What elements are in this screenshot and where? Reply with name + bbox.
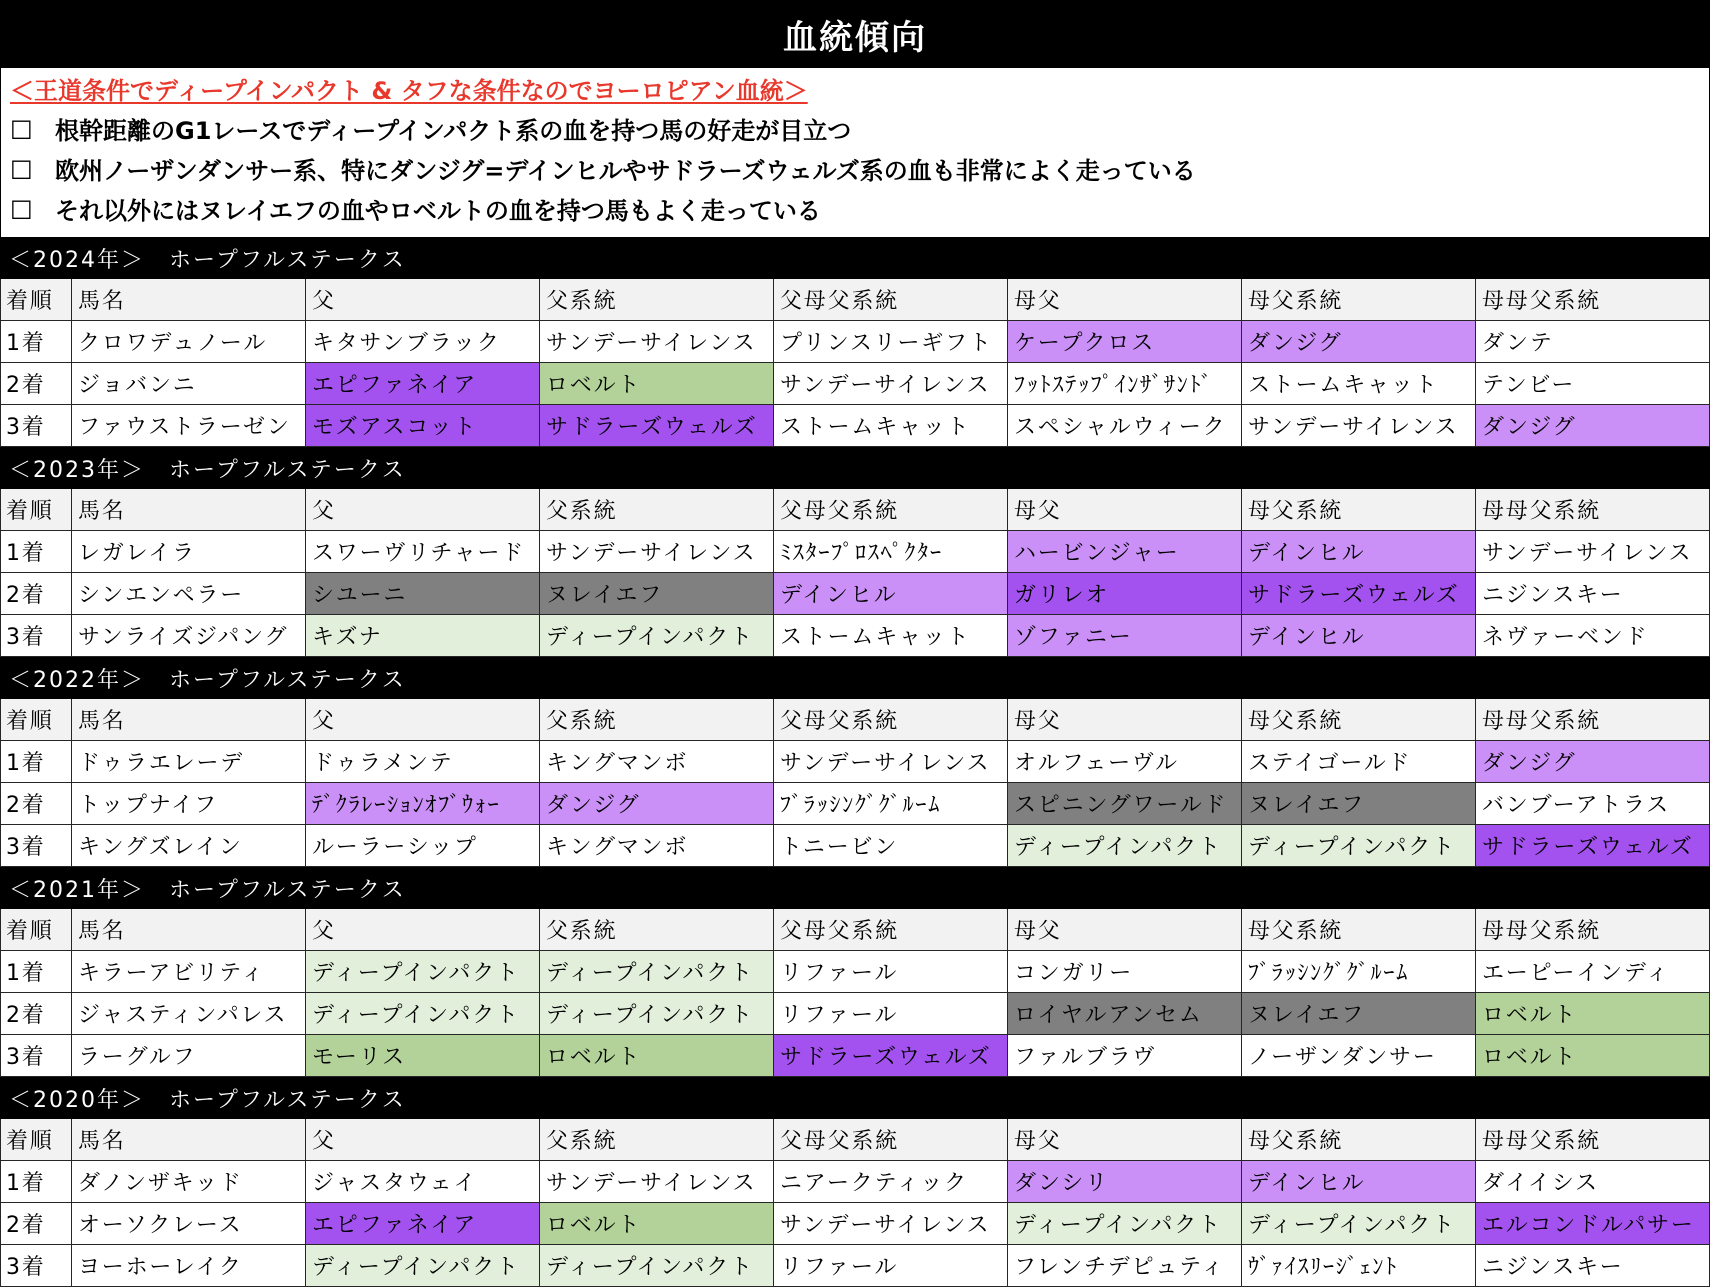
bullet-point — [1, 188, 1709, 228]
dam-sire-cell: ディープインパクト — [1008, 825, 1242, 867]
column-header-finish-position: 着順 — [0, 489, 72, 531]
finish-position-cell: 2着 — [0, 993, 72, 1035]
section-header: ＜2021年＞ ホープフルステークス — [0, 867, 1710, 909]
sire-dam-sire-line-cell: プリンスリーギフト — [774, 321, 1008, 363]
finish-position-cell: 3着 — [0, 825, 72, 867]
column-header-sire: 父 — [306, 1119, 540, 1161]
dam-sire-cell: ダンシリ — [1008, 1161, 1242, 1203]
bullet-point — [1, 108, 1709, 148]
sire-cell: エピファネイア — [306, 1203, 540, 1245]
sire-line-cell: サンデーサイレンス — [540, 1161, 774, 1203]
sire-dam-sire-line-cell: ストームキャット — [774, 615, 1008, 657]
horse-name-cell: ジョバンニ — [72, 363, 306, 405]
sire-line-cell: ロベルト — [540, 363, 774, 405]
sire-cell: ディープインパクト — [306, 1245, 540, 1287]
column-header-dam-sire-line: 母父系統 — [1242, 1119, 1476, 1161]
dam-sire-line-cell: ストームキャット — [1242, 363, 1476, 405]
dam-sire-line-cell: ダンジグ — [1242, 321, 1476, 363]
dam-sire-cell: ﾌｯﾄｽﾃｯﾌﾟｲﾝｻﾞｻﾝﾄﾞ — [1008, 363, 1242, 405]
header-row — [0, 909, 1710, 951]
sire-cell: ジャスタウェイ — [306, 1161, 540, 1203]
dam-sire-cell: オルフェーヴル — [1008, 741, 1242, 783]
horse-name-cell: ラーグルフ — [72, 1035, 306, 1077]
sire-dam-sire-line-cell: トニービン — [774, 825, 1008, 867]
square-bullet-icon: □ — [10, 114, 33, 142]
dam-dam-sire-line-cell: ロベルト — [1476, 1035, 1710, 1077]
column-header-finish-position: 着順 — [0, 279, 72, 321]
dam-sire-cell: ファルブラヴ — [1008, 1035, 1242, 1077]
column-header-sire-line: 父系統 — [540, 279, 774, 321]
column-header-sire-dam-sire-line: 父母父系統 — [774, 909, 1008, 951]
sire-line-cell: ディープインパクト — [540, 993, 774, 1035]
sire-dam-sire-line-cell: ストームキャット — [774, 405, 1008, 447]
headline-text: ＜王道条件でディープインパクト & タフな条件なのでヨーロピアン血統＞ — [10, 76, 808, 105]
table-row — [0, 531, 1710, 573]
square-bullet-icon: □ — [10, 154, 33, 182]
column-header-dam-sire-line: 母父系統 — [1242, 699, 1476, 741]
race-section — [0, 447, 1710, 657]
race-section — [0, 237, 1710, 447]
headline-banner — [1, 68, 1709, 108]
sire-cell: モーリス — [306, 1035, 540, 1077]
column-header-horse-name: 馬名 — [72, 1119, 306, 1161]
race-section — [0, 1077, 1710, 1287]
finish-position-cell: 1着 — [0, 1161, 72, 1203]
sire-line-cell: キングマンボ — [540, 741, 774, 783]
table-row — [0, 783, 1710, 825]
dam-sire-line-cell: ｳﾞｧｲｽﾘｰｼﾞｪﾝﾄ — [1242, 1245, 1476, 1287]
finish-position-cell: 1着 — [0, 321, 72, 363]
sire-cell: モズアスコット — [306, 405, 540, 447]
section-header: ＜2020年＞ ホープフルステークス — [0, 1077, 1710, 1119]
finish-position-cell: 1着 — [0, 531, 72, 573]
horse-name-cell: ファウストラーゼン — [72, 405, 306, 447]
column-header-dam-dam-sire-line: 母母父系統 — [1476, 279, 1710, 321]
dam-dam-sire-line-cell: ニジンスキー — [1476, 1245, 1710, 1287]
sire-dam-sire-line-cell: ﾐｽﾀｰﾌﾟﾛｽﾍﾟｸﾀｰ — [774, 531, 1008, 573]
horse-name-cell: レガレイラ — [72, 531, 306, 573]
horse-name-cell: ジャスティンパレス — [72, 993, 306, 1035]
column-header-dam-sire: 母父 — [1008, 279, 1242, 321]
dam-dam-sire-line-cell: ネヴァーベンド — [1476, 615, 1710, 657]
sire-line-cell: ディープインパクト — [540, 615, 774, 657]
table-row — [0, 321, 1710, 363]
section-header: ＜2024年＞ ホープフルステークス — [0, 237, 1710, 279]
bullet-point-text: 欧州ノーザンダンサー系、特にダンジグ=デインヒルやサドラーズウェルズ系の血も非常によく走っている — [55, 156, 1196, 185]
table-row — [0, 1245, 1710, 1287]
dam-sire-cell: ディープインパクト — [1008, 1203, 1242, 1245]
sire-cell: エピファネイア — [306, 363, 540, 405]
column-header-dam-sire: 母父 — [1008, 909, 1242, 951]
sire-line-cell: ロベルト — [540, 1203, 774, 1245]
dam-sire-line-cell: ディープインパクト — [1242, 825, 1476, 867]
column-header-sire-dam-sire-line: 父母父系統 — [774, 279, 1008, 321]
column-header-sire: 父 — [306, 699, 540, 741]
sire-line-cell: ロベルト — [540, 1035, 774, 1077]
column-header-sire: 父 — [306, 909, 540, 951]
finish-position-cell: 1着 — [0, 741, 72, 783]
dam-sire-cell: ケープクロス — [1008, 321, 1242, 363]
table-row — [0, 993, 1710, 1035]
dam-sire-cell: ハービンジャー — [1008, 531, 1242, 573]
column-header-sire-dam-sire-line: 父母父系統 — [774, 699, 1008, 741]
sire-dam-sire-line-cell: リファール — [774, 951, 1008, 993]
column-header-sire-line: 父系統 — [540, 699, 774, 741]
dam-dam-sire-line-cell: エルコンドルパサー — [1476, 1203, 1710, 1245]
dam-sire-cell: フレンチデピュティ — [1008, 1245, 1242, 1287]
dam-sire-line-cell: サンデーサイレンス — [1242, 405, 1476, 447]
dam-sire-line-cell: ヌレイエフ — [1242, 993, 1476, 1035]
sire-line-cell: キングマンボ — [540, 825, 774, 867]
dam-sire-line-cell: ディープインパクト — [1242, 1203, 1476, 1245]
horse-name-cell: クロワデュノール — [72, 321, 306, 363]
sire-dam-sire-line-cell: サドラーズウェルズ — [774, 1035, 1008, 1077]
table-row — [0, 825, 1710, 867]
sire-line-cell: ディープインパクト — [540, 951, 774, 993]
dam-dam-sire-line-cell: ダンテ — [1476, 321, 1710, 363]
table-row — [0, 405, 1710, 447]
section-header: ＜2023年＞ ホープフルステークス — [0, 447, 1710, 489]
race-section — [0, 867, 1710, 1077]
finish-position-cell: 3着 — [0, 615, 72, 657]
column-header-horse-name: 馬名 — [72, 909, 306, 951]
dam-sire-line-cell: サドラーズウェルズ — [1242, 573, 1476, 615]
horse-name-cell: シンエンペラー — [72, 573, 306, 615]
table-row — [0, 573, 1710, 615]
finish-position-cell: 3着 — [0, 1245, 72, 1287]
finish-position-cell: 2着 — [0, 1203, 72, 1245]
sire-cell: キズナ — [306, 615, 540, 657]
finish-position-cell: 3着 — [0, 405, 72, 447]
column-header-dam-dam-sire-line: 母母父系統 — [1476, 1119, 1710, 1161]
column-header-sire-dam-sire-line: 父母父系統 — [774, 1119, 1008, 1161]
column-header-dam-dam-sire-line: 母母父系統 — [1476, 489, 1710, 531]
sire-cell: ルーラーシップ — [306, 825, 540, 867]
dam-sire-cell: スピニングワールド — [1008, 783, 1242, 825]
horse-name-cell: ドゥラエレーデ — [72, 741, 306, 783]
header-row — [0, 279, 1710, 321]
dam-dam-sire-line-cell: テンビー — [1476, 363, 1710, 405]
column-header-dam-sire-line: 母父系統 — [1242, 489, 1476, 531]
table-row — [0, 363, 1710, 405]
table-row — [0, 615, 1710, 657]
column-header-dam-sire-line: 母父系統 — [1242, 909, 1476, 951]
table-row — [0, 1203, 1710, 1245]
dam-sire-cell: ロイヤルアンセム — [1008, 993, 1242, 1035]
table-row — [0, 741, 1710, 783]
dam-dam-sire-line-cell: エーピーインディ — [1476, 951, 1710, 993]
dam-sire-cell: ガリレオ — [1008, 573, 1242, 615]
sire-dam-sire-line-cell: デインヒル — [774, 573, 1008, 615]
horse-name-cell: オーソクレース — [72, 1203, 306, 1245]
race-section — [0, 657, 1710, 867]
sire-cell: ﾃﾞｸﾗﾚｰｼｮﾝｵﾌﾞｳｫｰ — [306, 783, 540, 825]
dam-sire-line-cell: ヌレイエフ — [1242, 783, 1476, 825]
sire-dam-sire-line-cell: リファール — [774, 993, 1008, 1035]
finish-position-cell: 2着 — [0, 573, 72, 615]
dam-dam-sire-line-cell: サドラーズウェルズ — [1476, 825, 1710, 867]
table-row — [0, 1161, 1710, 1203]
dam-dam-sire-line-cell: ダンジグ — [1476, 741, 1710, 783]
column-header-sire-line: 父系統 — [540, 1119, 774, 1161]
sire-line-cell: サンデーサイレンス — [540, 321, 774, 363]
sire-line-cell: ディープインパクト — [540, 1245, 774, 1287]
column-header-sire-dam-sire-line: 父母父系統 — [774, 489, 1008, 531]
header-row — [0, 489, 1710, 531]
dam-sire-line-cell: ステイゴールド — [1242, 741, 1476, 783]
dam-sire-cell: スペシャルウィーク — [1008, 405, 1242, 447]
sire-dam-sire-line-cell: サンデーサイレンス — [774, 1203, 1008, 1245]
dam-sire-line-cell: デインヒル — [1242, 615, 1476, 657]
column-header-sire: 父 — [306, 279, 540, 321]
dam-dam-sire-line-cell: ニジンスキー — [1476, 573, 1710, 615]
finish-position-cell: 3着 — [0, 1035, 72, 1077]
column-header-dam-sire: 母父 — [1008, 1119, 1242, 1161]
sire-cell: スワーヴリチャード — [306, 531, 540, 573]
horse-name-cell: キングズレイン — [72, 825, 306, 867]
sire-cell: ディープインパクト — [306, 993, 540, 1035]
column-header-sire-line: 父系統 — [540, 909, 774, 951]
sire-cell: ディープインパクト — [306, 951, 540, 993]
dam-sire-cell: コンガリー — [1008, 951, 1242, 993]
bullet-point-text: それ以外にはヌレイエフの血やロベルトの血を持つ馬もよく走っている — [55, 196, 821, 225]
horse-name-cell: トップナイフ — [72, 783, 306, 825]
dam-sire-line-cell: ノーザンダンサー — [1242, 1035, 1476, 1077]
bullet-point — [1, 148, 1709, 188]
sire-line-cell: サドラーズウェルズ — [540, 405, 774, 447]
horse-name-cell: ダノンザキッド — [72, 1161, 306, 1203]
sire-line-cell: ヌレイエフ — [540, 573, 774, 615]
sire-line-cell: サンデーサイレンス — [540, 531, 774, 573]
column-header-dam-sire-line: 母父系統 — [1242, 279, 1476, 321]
finish-position-cell: 1着 — [0, 951, 72, 993]
column-header-horse-name: 馬名 — [72, 699, 306, 741]
column-header-horse-name: 馬名 — [72, 489, 306, 531]
dam-dam-sire-line-cell: ロベルト — [1476, 993, 1710, 1035]
section-header: ＜2022年＞ ホープフルステークス — [0, 657, 1710, 699]
column-header-dam-sire: 母父 — [1008, 699, 1242, 741]
bullet-point-text: 根幹距離のG1レースでディープインパクト系の血を持つ馬の好走が目立つ — [55, 116, 852, 145]
page-title: 血統傾向 — [0, 0, 1710, 68]
column-header-dam-dam-sire-line: 母母父系統 — [1476, 909, 1710, 951]
column-header-finish-position: 着順 — [0, 1119, 72, 1161]
column-header-finish-position: 着順 — [0, 699, 72, 741]
dam-dam-sire-line-cell: バンブーアトラス — [1476, 783, 1710, 825]
results-table — [0, 237, 1710, 1287]
horse-name-cell: キラーアビリティ — [72, 951, 306, 993]
square-bullet-icon: □ — [10, 194, 33, 222]
dam-dam-sire-line-cell: ダイイシス — [1476, 1161, 1710, 1203]
horse-name-cell: ヨーホーレイク — [72, 1245, 306, 1287]
finish-position-cell: 2着 — [0, 783, 72, 825]
sire-line-cell: ダンジグ — [540, 783, 774, 825]
column-header-dam-dam-sire-line: 母母父系統 — [1476, 699, 1710, 741]
column-header-finish-position: 着順 — [0, 909, 72, 951]
finish-position-cell: 2着 — [0, 363, 72, 405]
dam-dam-sire-line-cell: ダンジグ — [1476, 405, 1710, 447]
header-row — [0, 1119, 1710, 1161]
dam-sire-cell: ゾファニー — [1008, 615, 1242, 657]
summary-panel — [0, 68, 1710, 237]
table-row — [0, 951, 1710, 993]
column-header-sire-line: 父系統 — [540, 489, 774, 531]
sire-dam-sire-line-cell: サンデーサイレンス — [774, 363, 1008, 405]
dam-dam-sire-line-cell: サンデーサイレンス — [1476, 531, 1710, 573]
sire-dam-sire-line-cell: ニアークティック — [774, 1161, 1008, 1203]
sire-cell: シユーニ — [306, 573, 540, 615]
dam-sire-line-cell: デインヒル — [1242, 531, 1476, 573]
horse-name-cell: サンライズジパング — [72, 615, 306, 657]
sire-cell: キタサンブラック — [306, 321, 540, 363]
sire-dam-sire-line-cell: ﾌﾞﾗｯｼﾝｸﾞｸﾞﾙｰﾑ — [774, 783, 1008, 825]
column-header-sire: 父 — [306, 489, 540, 531]
table-row — [0, 1035, 1710, 1077]
column-header-dam-sire: 母父 — [1008, 489, 1242, 531]
dam-sire-line-cell: デインヒル — [1242, 1161, 1476, 1203]
header-row — [0, 699, 1710, 741]
column-header-horse-name: 馬名 — [72, 279, 306, 321]
dam-sire-line-cell: ﾌﾞﾗｯｼﾝｸﾞｸﾞﾙｰﾑ — [1242, 951, 1476, 993]
sire-dam-sire-line-cell: サンデーサイレンス — [774, 741, 1008, 783]
sire-dam-sire-line-cell: リファール — [774, 1245, 1008, 1287]
sire-cell: ドゥラメンテ — [306, 741, 540, 783]
